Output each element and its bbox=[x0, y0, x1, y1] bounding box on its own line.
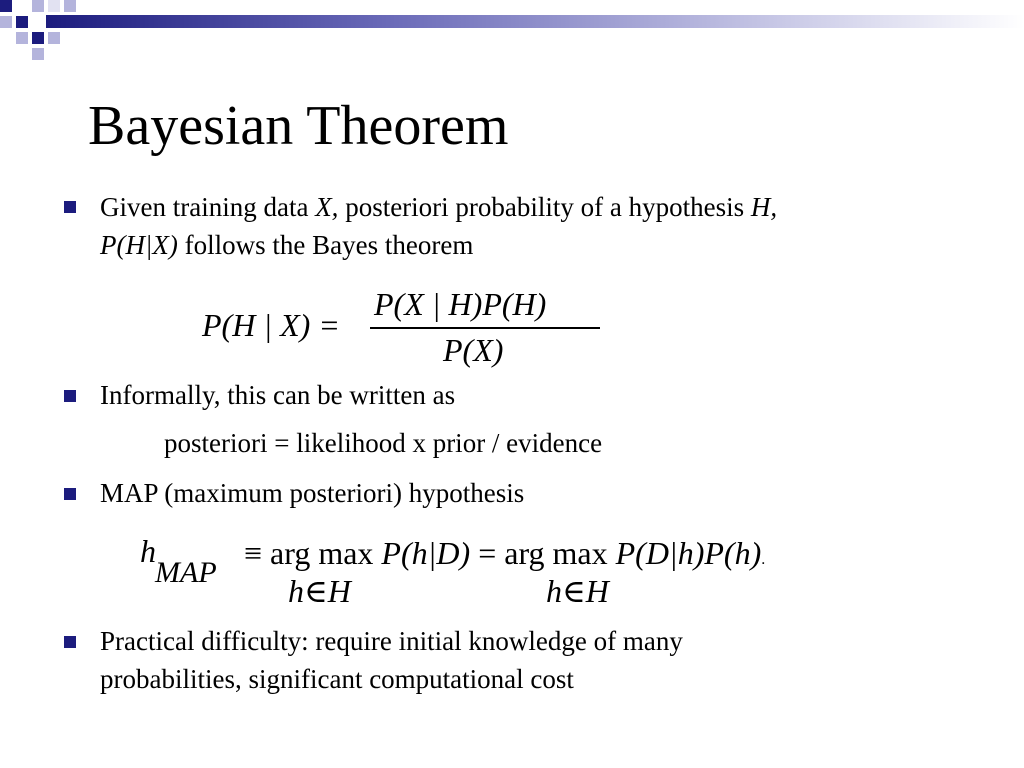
bullet-marker bbox=[64, 636, 76, 648]
argmax-text: ≡ arg max bbox=[244, 535, 382, 571]
slide-title: Bayesian Theorem bbox=[88, 95, 509, 157]
variable-h: H, bbox=[750, 192, 778, 222]
bullet-text-informally: Informally, this can be written as bbox=[100, 380, 456, 410]
map-formula bbox=[244, 537, 765, 569]
fraction-bar bbox=[370, 327, 600, 329]
informal-formula: posteriori = likelihood x prior / evidence bbox=[164, 428, 603, 458]
bayes-formula-denominator: P(X) bbox=[443, 332, 504, 368]
map-h: h bbox=[140, 533, 156, 569]
bullet-marker bbox=[64, 488, 76, 500]
header-ornament-decoration bbox=[0, 0, 1024, 70]
argmax-subscript: h∈H bbox=[288, 573, 351, 609]
bayes-formula-numerator: P(X | H)P(H) bbox=[374, 286, 547, 322]
bullet-line: probabilities, significant computational cost bbox=[100, 664, 574, 694]
posterior-notation: P(H|X) bbox=[100, 230, 178, 260]
bayes-formula-lhs: P(H | X) = bbox=[202, 307, 340, 343]
bullet-text-part: follows the Bayes theorem bbox=[177, 230, 474, 260]
map-subscript: MAP bbox=[155, 556, 217, 589]
argmax-text: = arg max bbox=[470, 535, 616, 571]
map-posterior: P(h|D) bbox=[381, 535, 471, 571]
map-likelihood-prior: P(D|h)P(h) bbox=[615, 535, 762, 571]
argmax-subscript: h∈H bbox=[546, 573, 609, 609]
bullet-line: Practical difficulty: require initial knowledge of many bbox=[100, 626, 683, 656]
variable-x: X, bbox=[315, 192, 339, 222]
bullet-marker bbox=[64, 201, 76, 213]
bullet-text-part: posteriori probability of a hypothesis bbox=[338, 192, 751, 222]
bullet-marker bbox=[64, 390, 76, 402]
bullet-text-bayes-intro bbox=[100, 188, 980, 264]
bullet-text-practical-difficulty bbox=[100, 622, 980, 698]
formula-period: . bbox=[761, 551, 766, 568]
bullet-text-map: MAP (maximum posteriori) hypothesis bbox=[100, 478, 525, 508]
bullet-text-part: Given training data bbox=[100, 192, 316, 222]
